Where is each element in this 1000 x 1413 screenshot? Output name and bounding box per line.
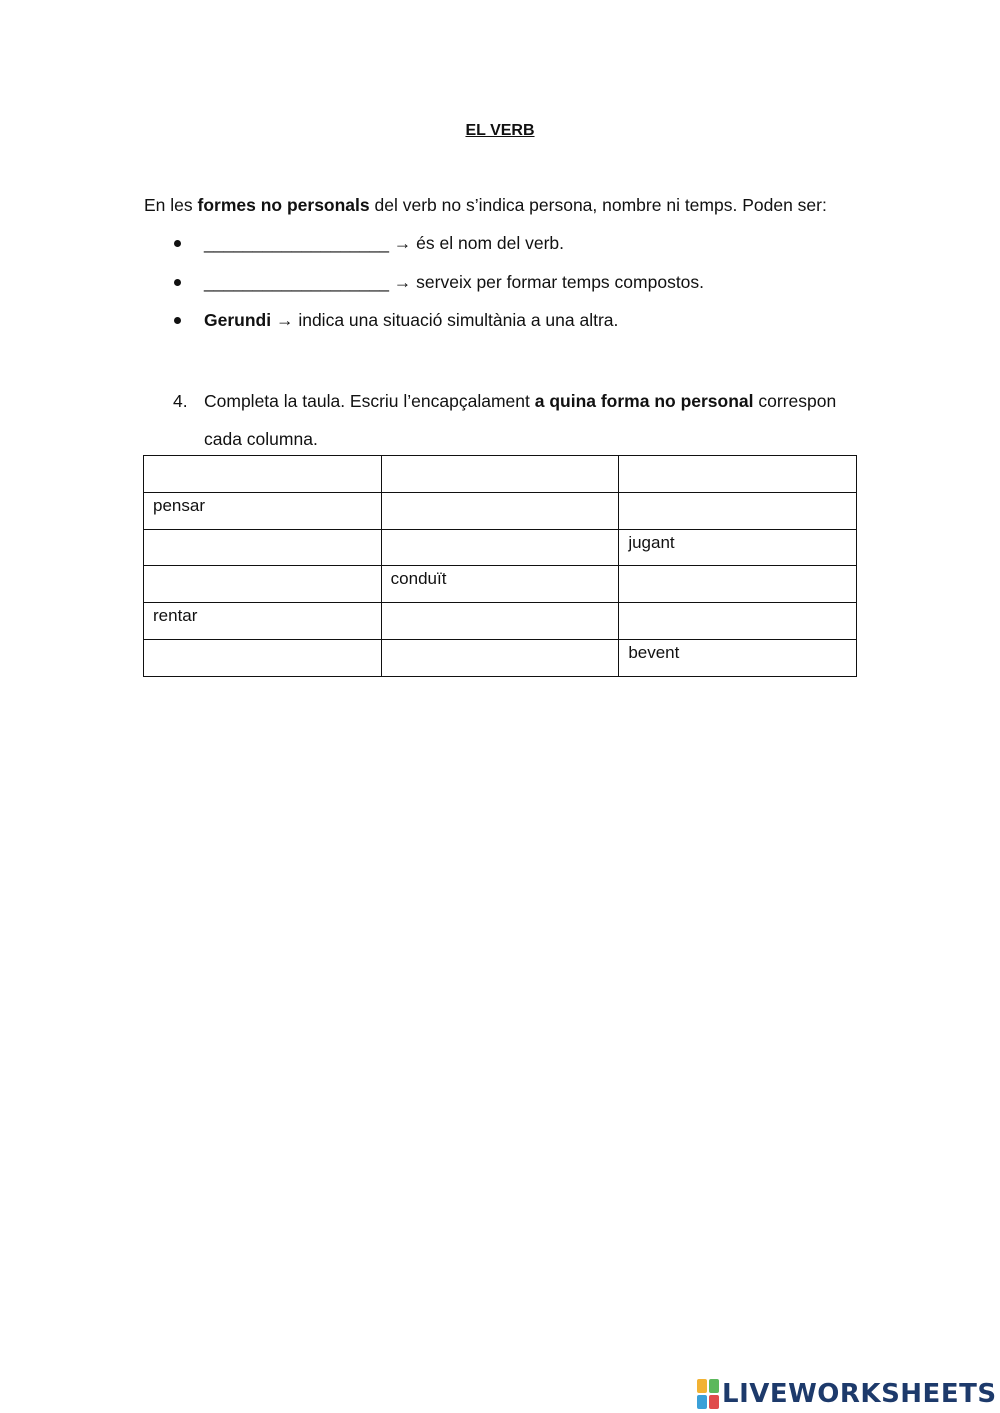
header-cell-1[interactable] xyxy=(144,456,382,493)
arrow-icon: → xyxy=(275,310,294,330)
table-cell[interactable] xyxy=(144,566,382,603)
bullet-text: indica una situació simultània a una altra. xyxy=(293,310,619,330)
logo-text: LIVEWORKSHEETS xyxy=(722,1379,997,1409)
header-cell-3[interactable] xyxy=(619,456,857,493)
table-cell: pensar xyxy=(144,492,382,529)
table-row xyxy=(144,566,857,603)
table-cell: rentar xyxy=(144,603,382,640)
task-bold-text: a quina forma no personal xyxy=(534,391,754,411)
verb-forms-table xyxy=(143,455,857,677)
bullet-text: serveix per formar temps compostos. xyxy=(411,271,705,292)
table-cell: conduït xyxy=(381,566,619,603)
table-cell[interactable] xyxy=(381,529,619,566)
intro-text-before: En les xyxy=(144,195,198,215)
table-cell[interactable] xyxy=(381,639,619,676)
logo-square xyxy=(697,1395,707,1409)
bullet-item xyxy=(144,310,704,349)
task-text-after: correspon xyxy=(753,391,837,411)
header-cell-2[interactable] xyxy=(381,456,619,493)
blank-line[interactable]: ___________________ xyxy=(204,233,389,253)
intro-paragraph xyxy=(144,195,884,216)
table-cell: bevent xyxy=(619,639,857,676)
logo-square xyxy=(697,1379,707,1393)
bullet-dot-icon xyxy=(174,317,181,324)
task-text-line2: cada columna. xyxy=(204,429,318,449)
arrow-icon: → xyxy=(393,233,412,253)
table-row xyxy=(144,529,857,566)
bullet-dot-icon xyxy=(174,240,181,247)
logo-icon xyxy=(697,1379,719,1409)
table-header-row xyxy=(144,456,857,493)
logo-square xyxy=(709,1395,719,1409)
task-text-before: Completa la taula. Escriu l’encapçalament xyxy=(204,391,535,411)
bullet-text: és el nom del verb. xyxy=(411,233,565,253)
table-cell[interactable] xyxy=(381,603,619,640)
table-row xyxy=(144,492,857,529)
table-cell[interactable] xyxy=(619,492,857,529)
table-cell[interactable] xyxy=(619,566,857,603)
bullet-list xyxy=(144,233,704,349)
task-instruction xyxy=(173,382,873,458)
blank-line[interactable]: ___________________ xyxy=(204,271,389,292)
bullet-item xyxy=(144,272,704,311)
table-cell[interactable] xyxy=(381,492,619,529)
table-cell[interactable] xyxy=(144,639,382,676)
intro-bold-term: formes no personals xyxy=(197,195,370,215)
table-cell[interactable] xyxy=(144,529,382,566)
arrow-icon: → xyxy=(393,271,412,292)
bullet-item xyxy=(144,233,704,272)
intro-text-after: del verb no s’indica persona, nombre ni temps. Poden ser: xyxy=(369,195,827,215)
table-row xyxy=(144,639,857,676)
task-number: 4. xyxy=(173,391,188,411)
page-title: EL VERB xyxy=(465,122,535,139)
bullet-term: Gerundi xyxy=(204,310,272,330)
bullet-dot-icon xyxy=(174,279,181,286)
logo-square xyxy=(709,1379,719,1393)
watermark-logo xyxy=(697,1377,997,1411)
table-row xyxy=(144,603,857,640)
table-cell: jugant xyxy=(619,529,857,566)
table-cell[interactable] xyxy=(619,603,857,640)
